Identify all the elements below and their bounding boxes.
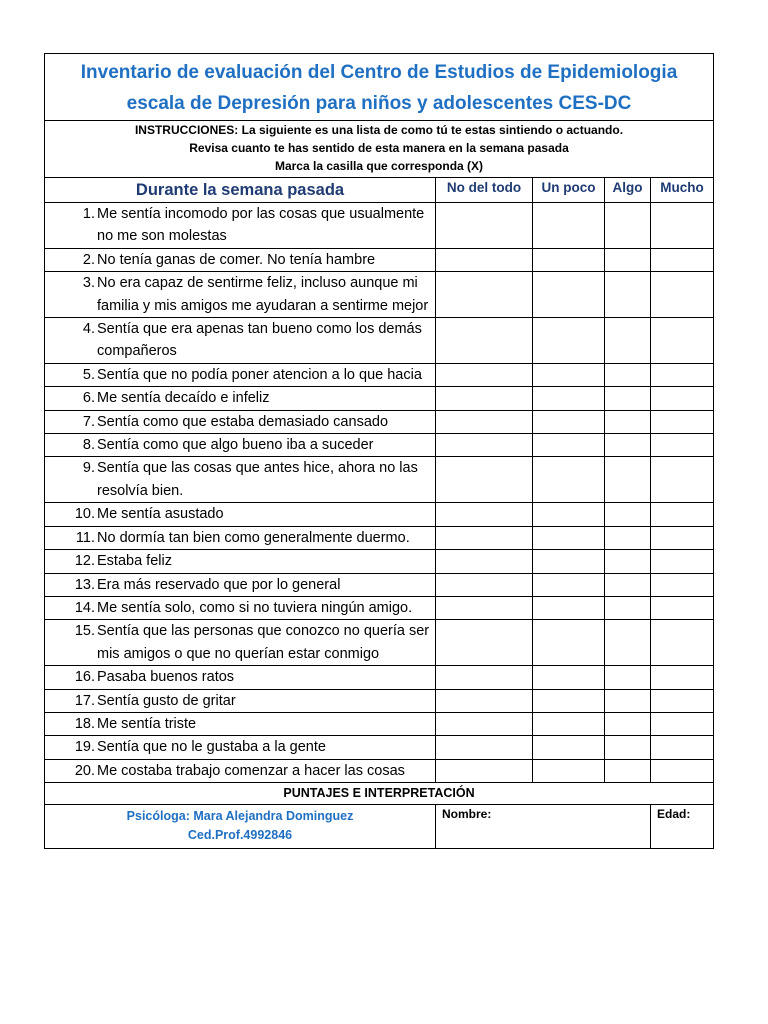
- answer-box-algo[interactable]: [605, 457, 651, 503]
- answer-box-mucho[interactable]: [651, 387, 714, 410]
- answer-box-mucho[interactable]: [651, 596, 714, 619]
- question-cell: [45, 387, 436, 410]
- answer-box-mucho[interactable]: [651, 736, 714, 759]
- answer-box-un-poco[interactable]: [533, 620, 605, 666]
- question-text: Me sentía asustado: [97, 506, 224, 523]
- answer-box-algo[interactable]: [605, 363, 651, 386]
- answer-box-un-poco[interactable]: [533, 434, 605, 457]
- answer-box-no-del-todo[interactable]: [436, 689, 533, 712]
- question-row: [45, 363, 714, 386]
- question-number: 5.: [82, 366, 95, 383]
- answer-box-mucho[interactable]: [651, 526, 714, 549]
- question-row: [45, 573, 714, 596]
- question-text: Pasaba buenos ratos: [97, 669, 235, 686]
- question-text: Sentía que las personas que conozco no quería ser mis amigos o que no querían estar conmigo: [97, 623, 430, 662]
- question-cell: [45, 434, 436, 457]
- question-text: No tenía ganas de comer. No tenía hambre: [97, 251, 376, 268]
- question-text: Sentía como que algo bueno iba a suceder: [97, 437, 374, 454]
- question-cell: [45, 503, 436, 526]
- question-number: 7.: [82, 413, 95, 430]
- instructions: [45, 121, 714, 178]
- question-row: [45, 434, 714, 457]
- answer-box-algo[interactable]: [605, 596, 651, 619]
- answer-box-un-poco[interactable]: [533, 318, 605, 364]
- title-row: [45, 54, 714, 121]
- question-number: 11.: [75, 529, 95, 546]
- author-info: [45, 805, 436, 849]
- questionnaire-form: [44, 53, 714, 849]
- question-text: Era más reservado que por lo general: [97, 576, 341, 593]
- question-number: 15.: [74, 623, 95, 640]
- answer-box-algo[interactable]: [605, 387, 651, 410]
- answer-box-no-del-todo[interactable]: [436, 736, 533, 759]
- question-number: 16.: [74, 669, 95, 686]
- age-field[interactable]: [651, 805, 714, 849]
- answer-box-no-del-todo[interactable]: [436, 526, 533, 549]
- question-text: Sentía como que estaba demasiado cansado: [97, 413, 389, 430]
- instructions-line-3: Marca la casilla que corresponda (X): [274, 159, 484, 173]
- answer-box-algo[interactable]: [605, 712, 651, 735]
- answer-box-no-del-todo[interactable]: [436, 550, 533, 573]
- answer-box-un-poco[interactable]: [533, 387, 605, 410]
- question-row: [45, 248, 714, 271]
- answer-box-algo[interactable]: [605, 526, 651, 549]
- question-cell: [45, 272, 436, 318]
- question-row: [45, 503, 714, 526]
- signature-row: [45, 805, 714, 849]
- question-number: 13.: [74, 576, 95, 593]
- answer-box-no-del-todo[interactable]: [436, 759, 533, 782]
- answer-box-un-poco[interactable]: [533, 736, 605, 759]
- answer-box-no-del-todo[interactable]: [436, 596, 533, 619]
- question-row: [45, 272, 714, 318]
- question-text: Me sentía triste: [97, 715, 197, 732]
- question-row: [45, 203, 714, 249]
- question-number: 12.: [74, 553, 95, 570]
- answer-box-mucho[interactable]: [651, 272, 714, 318]
- question-number: 1.: [82, 206, 95, 222]
- answer-box-mucho[interactable]: [651, 550, 714, 573]
- question-row: [45, 759, 714, 782]
- question-cell: [45, 457, 436, 503]
- answer-box-algo[interactable]: [605, 248, 651, 271]
- question-text: Sentía que era apenas tan bueno como los demás compañeros: [97, 321, 422, 360]
- scoring-row: [45, 783, 714, 805]
- question-number: 10.: [74, 506, 95, 523]
- answer-box-un-poco[interactable]: [533, 689, 605, 712]
- answer-box-algo[interactable]: [605, 434, 651, 457]
- answer-box-mucho[interactable]: [651, 203, 714, 249]
- answer-box-un-poco[interactable]: [533, 666, 605, 689]
- answer-box-un-poco[interactable]: [533, 759, 605, 782]
- question-row: [45, 736, 714, 759]
- question-cell: [45, 689, 436, 712]
- question-row: [45, 689, 714, 712]
- question-cell: [45, 666, 436, 689]
- question-row: [45, 457, 714, 503]
- form-title-line-1: Inventario de evaluación del Centro de Estudios de Epidemiologia: [80, 62, 678, 83]
- name-label: Nombre:: [442, 807, 492, 822]
- answer-box-no-del-todo[interactable]: [436, 387, 533, 410]
- question-cell: [45, 550, 436, 573]
- answer-box-algo[interactable]: [605, 759, 651, 782]
- answer-box-algo[interactable]: [605, 503, 651, 526]
- question-cell: [45, 410, 436, 433]
- column-header-algo: Algo: [605, 178, 651, 203]
- question-row: [45, 550, 714, 573]
- question-number: 4.: [82, 321, 95, 338]
- column-header-row: [45, 178, 714, 203]
- question-cell: [45, 759, 436, 782]
- question-number: 2.: [82, 251, 95, 268]
- answer-box-un-poco[interactable]: [533, 526, 605, 549]
- question-text: Sentía gusto de gritar: [97, 692, 236, 709]
- answer-box-un-poco[interactable]: [533, 550, 605, 573]
- answer-box-algo[interactable]: [605, 203, 651, 249]
- answer-box-mucho[interactable]: [651, 503, 714, 526]
- answer-box-no-del-todo[interactable]: [436, 503, 533, 526]
- answer-box-un-poco[interactable]: [533, 410, 605, 433]
- answer-box-algo[interactable]: [605, 620, 651, 666]
- answer-box-mucho[interactable]: [651, 363, 714, 386]
- answer-box-no-del-todo[interactable]: [436, 203, 533, 249]
- question-number: 17.: [74, 692, 95, 709]
- answer-box-mucho[interactable]: [651, 712, 714, 735]
- question-text: Me sentía decaído e infeliz: [97, 390, 270, 407]
- question-cell: [45, 203, 436, 249]
- question-text: Me sentía incomodo por las cosas que usualmente no me son molestas: [97, 206, 425, 245]
- author-license: Ced.Prof.4992846: [187, 828, 293, 843]
- answer-box-mucho[interactable]: [651, 434, 714, 457]
- answer-box-algo[interactable]: [605, 666, 651, 689]
- answer-box-algo[interactable]: [605, 550, 651, 573]
- author-name: Psicóloga: Mara Alejandra Dominguez: [126, 809, 354, 824]
- answer-box-algo[interactable]: [605, 318, 651, 364]
- form-title-line-2: escala de Depresión para niños y adolescentes CES-DC: [126, 93, 632, 114]
- answer-box-mucho[interactable]: [651, 759, 714, 782]
- age-label: Edad:: [657, 807, 691, 822]
- question-cell: [45, 573, 436, 596]
- answer-box-un-poco[interactable]: [533, 573, 605, 596]
- question-text: No dormía tan bien como generalmente duermo.: [97, 529, 410, 546]
- answer-box-no-del-todo[interactable]: [436, 620, 533, 666]
- question-number: 6.: [82, 390, 95, 407]
- name-field[interactable]: [436, 805, 651, 849]
- question-number: 14.: [74, 599, 95, 616]
- answer-box-mucho[interactable]: [651, 689, 714, 712]
- question-cell: [45, 736, 436, 759]
- question-number: 9.: [82, 460, 95, 477]
- answer-box-mucho[interactable]: [651, 666, 714, 689]
- question-text: No era capaz de sentirme feliz, incluso aunque mi familia y mis amigos me ayudaran a sentirme mejor: [97, 275, 429, 314]
- question-text: Sentía que no le gustaba a la gente: [97, 739, 326, 756]
- answer-box-un-poco[interactable]: [533, 503, 605, 526]
- question-cell: [45, 363, 436, 386]
- answer-box-mucho[interactable]: [651, 410, 714, 433]
- question-cell: [45, 596, 436, 619]
- answer-box-no-del-todo[interactable]: [436, 434, 533, 457]
- instructions-line-2: Revisa cuanto te has sentido de esta manera en la semana pasada: [189, 141, 569, 155]
- column-header-no-del-todo: No del todo: [436, 178, 533, 203]
- question-cell: [45, 318, 436, 364]
- question-cell: [45, 526, 436, 549]
- question-text: Sentía que las cosas que antes hice, ahora no las resolvía bien.: [97, 460, 418, 499]
- question-number: 20.: [74, 762, 95, 779]
- answer-box-mucho[interactable]: [651, 248, 714, 271]
- answer-box-algo[interactable]: [605, 573, 651, 596]
- answer-box-algo[interactable]: [605, 272, 651, 318]
- answer-box-no-del-todo[interactable]: [436, 712, 533, 735]
- instructions-line-1: INSTRUCCIONES: La siguiente es una lista de como tú te estas sintiendo o actuando.: [134, 123, 624, 137]
- question-row: [45, 318, 714, 364]
- answer-box-algo[interactable]: [605, 689, 651, 712]
- question-row: [45, 596, 714, 619]
- question-cell: [45, 248, 436, 271]
- question-cell: [45, 620, 436, 666]
- question-text: Me sentía solo, como si no tuviera ningún amigo.: [97, 599, 413, 616]
- answer-box-no-del-todo[interactable]: [436, 272, 533, 318]
- instructions-row: [45, 121, 714, 178]
- question-text: Me costaba trabajo comenzar a hacer las cosas: [97, 762, 405, 779]
- answer-box-un-poco[interactable]: [533, 203, 605, 249]
- answer-box-mucho[interactable]: [651, 620, 714, 666]
- question-number: 8.: [82, 437, 95, 454]
- answer-box-no-del-todo[interactable]: [436, 573, 533, 596]
- answer-box-algo[interactable]: [605, 736, 651, 759]
- answer-box-un-poco[interactable]: [533, 457, 605, 503]
- question-text: Sentía que no podía poner atencion a lo que hacia: [97, 366, 422, 383]
- question-row: [45, 620, 714, 666]
- question-number: 3.: [82, 275, 95, 292]
- question-row: [45, 666, 714, 689]
- answer-box-un-poco[interactable]: [533, 363, 605, 386]
- answer-box-un-poco[interactable]: [533, 712, 605, 735]
- answer-box-algo[interactable]: [605, 410, 651, 433]
- answer-box-no-del-todo[interactable]: [436, 363, 533, 386]
- answer-box-un-poco[interactable]: [533, 248, 605, 271]
- answer-box-mucho[interactable]: [651, 457, 714, 503]
- answer-box-mucho[interactable]: [651, 573, 714, 596]
- answer-box-no-del-todo[interactable]: [436, 410, 533, 433]
- answer-box-un-poco[interactable]: [533, 596, 605, 619]
- scoring-title: PUNTAJES E INTERPRETACIÓN: [45, 783, 714, 805]
- column-header-mucho: Mucho: [651, 178, 714, 203]
- column-header-un-poco: Un poco: [533, 178, 605, 203]
- question-number: 19.: [74, 739, 95, 756]
- answer-box-no-del-todo[interactable]: [436, 318, 533, 364]
- question-row: [45, 526, 714, 549]
- question-text: Estaba feliz: [97, 553, 172, 570]
- question-row: [45, 410, 714, 433]
- answer-box-mucho[interactable]: [651, 318, 714, 364]
- question-row: [45, 387, 714, 410]
- answer-box-no-del-todo[interactable]: [436, 666, 533, 689]
- form-title: [45, 54, 714, 121]
- question-number: 18.: [74, 715, 95, 732]
- answer-box-un-poco[interactable]: [533, 272, 605, 318]
- answer-box-no-del-todo[interactable]: [436, 457, 533, 503]
- column-header-period: Durante la semana pasada: [45, 178, 436, 203]
- answer-box-no-del-todo[interactable]: [436, 248, 533, 271]
- question-row: [45, 712, 714, 735]
- question-cell: [45, 712, 436, 735]
